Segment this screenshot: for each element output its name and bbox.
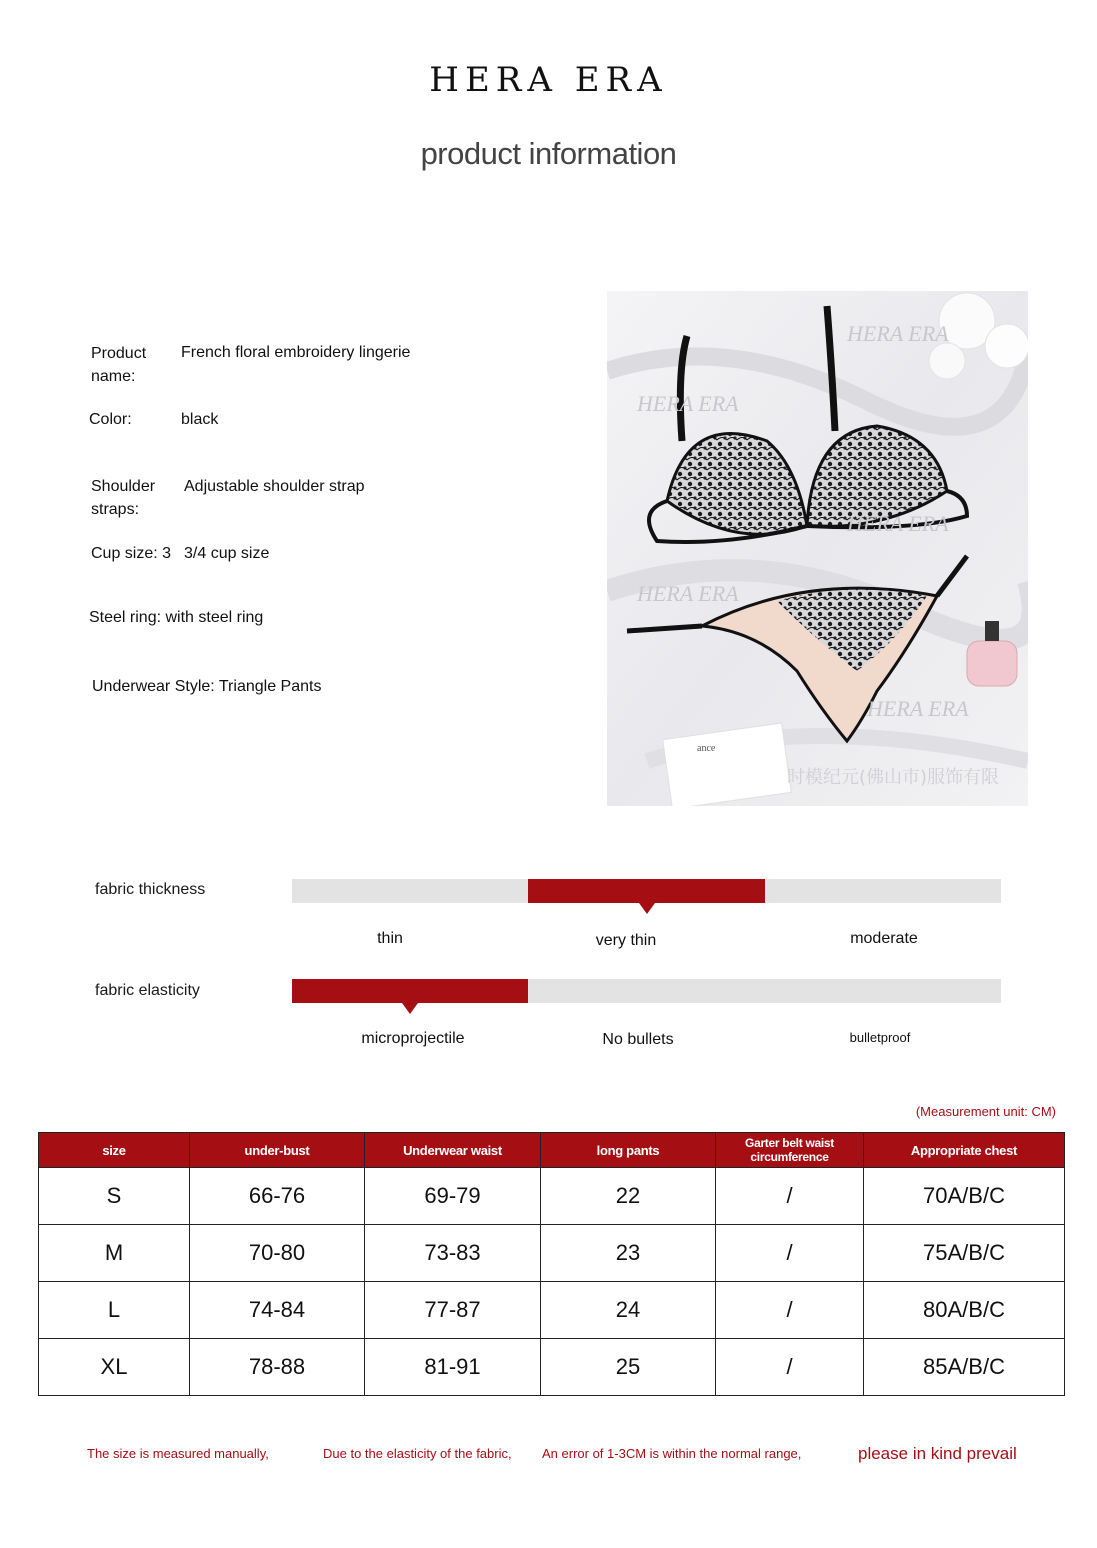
thickness-option-moderate: moderate — [850, 930, 918, 947]
thickness-option-thin: thin — [377, 930, 403, 947]
header-long-pants: long pants — [541, 1133, 716, 1168]
header-size: size — [39, 1133, 190, 1168]
photo-overlay-text: 时模纪元(佛山市)服饰有限 — [787, 767, 1000, 788]
table-row — [39, 1282, 1065, 1339]
cell-under-bust: 70-80 — [190, 1225, 365, 1282]
cell-appropriate-chest: 80A/B/C — [864, 1282, 1065, 1339]
elasticity-option-micro: microprojectile — [361, 1030, 465, 1047]
table-row — [39, 1225, 1065, 1282]
fabric-thickness-label: fabric thickness — [95, 881, 206, 898]
cell-underwear-waist: 69-79 — [365, 1168, 541, 1225]
watermark: HERA ERA — [847, 511, 949, 536]
size-table-header — [39, 1133, 1065, 1168]
cell-long-pants: 22 — [541, 1168, 716, 1225]
table-row — [39, 1339, 1065, 1396]
fabric-elasticity-label: fabric elasticity — [95, 982, 200, 999]
cell-garter-belt: / — [716, 1339, 864, 1396]
cell-under-bust: 78-88 — [190, 1339, 365, 1396]
measurement-unit: (Measurement unit: CM) — [915, 1104, 1056, 1119]
cell-appropriate-chest: 75A/B/C — [864, 1225, 1065, 1282]
cup-size-label: Cup size: 3 — [91, 545, 172, 562]
cell-underwear-waist: 81-91 — [365, 1339, 541, 1396]
product-name-value: French floral embroidery lingerie — [181, 344, 411, 361]
fabric-elasticity-bar — [292, 979, 1001, 1003]
color-value: black — [181, 411, 219, 428]
thickness-option-very-thin: very thin — [595, 932, 657, 949]
cell-underwear-waist: 73-83 — [365, 1225, 541, 1282]
fabric-elasticity-pointer — [402, 1003, 418, 1014]
header-garter-belt: Garter belt waist circumference — [716, 1133, 864, 1168]
cell-garter-belt: / — [716, 1282, 864, 1339]
cell-long-pants: 24 — [541, 1282, 716, 1339]
cell-garter-belt: / — [716, 1225, 864, 1282]
fabric-elasticity-selected — [292, 979, 528, 1003]
straps-label: Shoulder straps: — [91, 478, 156, 518]
cell-long-pants: 25 — [541, 1339, 716, 1396]
cell-under-bust: 66-76 — [190, 1168, 365, 1225]
lingerie-illustration — [607, 291, 1028, 806]
watermark: HERA ERA — [867, 696, 969, 721]
note-prevail: please in kind prevail — [858, 1444, 1017, 1463]
cell-appropriate-chest: 70A/B/C — [864, 1168, 1065, 1225]
header-underwear-waist: Underwear waist — [365, 1133, 541, 1168]
page-title: product information — [420, 136, 677, 171]
product-name-label: Product name: — [91, 345, 147, 385]
cell-underwear-waist: 77-87 — [365, 1282, 541, 1339]
card-text: ance — [697, 743, 716, 754]
cell-garter-belt: / — [716, 1168, 864, 1225]
straps-value: Adjustable shoulder strap — [184, 478, 365, 495]
elasticity-option-bulletproof: bulletproof — [849, 1030, 911, 1045]
table-row — [39, 1168, 1065, 1225]
color-label: Color: — [89, 411, 132, 428]
cell-size: XL — [39, 1339, 190, 1396]
header-under-bust: under-bust — [190, 1133, 365, 1168]
cell-size: S — [39, 1168, 190, 1225]
watermark: HERA ERA — [637, 391, 739, 416]
brand-logo: HERA ERA — [429, 60, 668, 100]
fabric-thickness-pointer — [639, 903, 655, 914]
header-appropriate-chest: Appropriate chest — [864, 1133, 1065, 1168]
watermark: HERA ERA — [847, 321, 949, 346]
underwear-style-text: Underwear Style: Triangle Pants — [92, 678, 322, 695]
cell-size: M — [39, 1225, 190, 1282]
elasticity-option-no-bullets: No bullets — [602, 1031, 674, 1048]
cup-size-value: 3/4 cup size — [184, 545, 270, 562]
cell-under-bust: 74-84 — [190, 1282, 365, 1339]
note-elasticity: Due to the elasticity of the fabric, — [323, 1446, 512, 1461]
cell-size: L — [39, 1282, 190, 1339]
cell-long-pants: 23 — [541, 1225, 716, 1282]
fabric-thickness-selected — [528, 879, 764, 903]
fabric-thickness-bar — [292, 879, 1001, 903]
note-measured-manually: The size is measured manually, — [87, 1446, 269, 1461]
note-error-range: An error of 1-3CM is within the normal range, — [542, 1446, 802, 1461]
steel-ring-text: Steel ring: with steel ring — [89, 609, 264, 626]
size-table — [38, 1132, 1065, 1396]
product-photo — [607, 291, 1028, 806]
cell-appropriate-chest: 85A/B/C — [864, 1339, 1065, 1396]
watermark: HERA ERA — [637, 581, 739, 606]
